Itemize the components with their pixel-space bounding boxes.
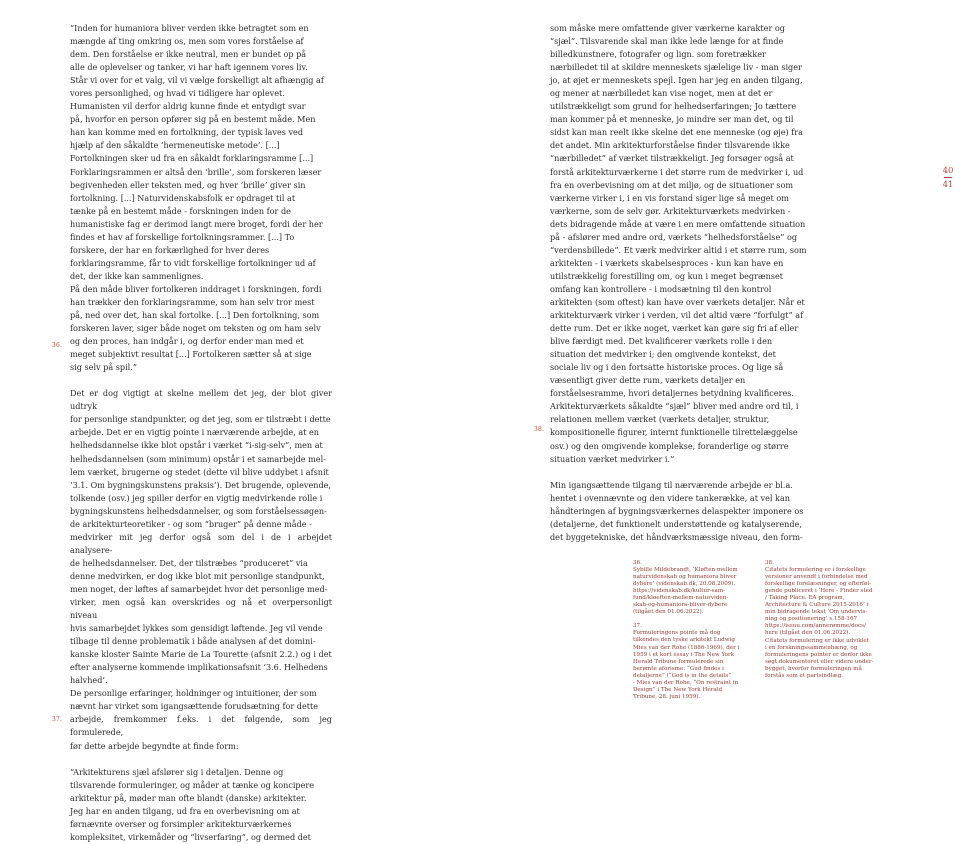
text-line: og mener at nærbilledet kan vise noget, men at det er [550, 88, 773, 99]
footnote-line: here (tilgået den 01.06.2022). [765, 630, 851, 637]
text-line: halvhed’. [70, 675, 108, 686]
text-line: relationen mellem værket (værkets detaljer, struktur, [550, 414, 770, 425]
text-line: helhedsdannelsen (som minimum) opstår i et samarbejde mel- [70, 453, 326, 464]
text-line: sig selv på spil.” [70, 362, 137, 373]
footnote-line: Sybille Mildebrandt, ‘Kløften mellem [633, 567, 738, 574]
quote-continuation-block [550, 22, 812, 466]
footnote-line: tilkendes den tyske arkitekt Ludwig [633, 637, 735, 644]
footnotes-right [765, 560, 890, 680]
footnote-line: naturvidenskab og humaniora bliver [633, 574, 737, 581]
text-line: men noget, der løftes af samarbejdet hvor det personlige med- [70, 583, 328, 594]
footnote-line: Formuleringens pointe må dog [633, 630, 721, 637]
text-line: lem værket, brugerne og stedet (dette vil blive uddybet i afsnit [70, 466, 329, 477]
page-number-right: 41 [942, 180, 954, 190]
footnote-line: søgt dokumenteret eller videre under- [765, 658, 874, 665]
text-line: forskeren laver, siger både noget om teksten og om ham selv [70, 323, 321, 334]
text-line: alle de oplevelser og tanker, vi har haft igennem vores liv. [70, 62, 308, 73]
text-line: hjælp af den såkaldte ‘hermeneutiske metode’. [...] [70, 140, 280, 151]
text-line: blive færdigt med. Det kvalificerer værkets rolle i den [550, 336, 773, 347]
text-line: kompleksitet, virkemåder og “livserfaring”, og dermed det [70, 831, 311, 842]
text-line: Jeg har en anden tilgang, ud fra en overbevisning om at [70, 805, 300, 816]
text-line: efter analyserne kommende implikationsafsnit ‘3.6. Helhedens [70, 662, 328, 673]
footnote-line: 37. [633, 623, 642, 630]
quote-block-1 [70, 22, 332, 374]
footnote-line: versioner anvendt i forbindelse med [765, 574, 868, 581]
text-line: på, ned over det, han skal fortolke. [...] Den fortolkning, som [70, 310, 320, 321]
footnote-link[interactable]: fund/kloeften-mellem-naturviden- [633, 595, 729, 602]
footnote-link[interactable]: skab-og-humaniora-bliver-dybere [633, 602, 728, 609]
text-line: meget subjektivt resultat [...] Fortolkeren sætter så at sige [70, 349, 312, 360]
text-line: Det er dog vigtigt at skelne mellem det jeg, der blot giver udtryk [70, 388, 332, 412]
text-line: findes et hav af forskellige fortolkningsrammer. [...] To [70, 231, 295, 242]
footnote-line: Citatets formulering er i forskellige [765, 567, 866, 574]
text-line: utilstrækkeligt som grund for helhedserfaringen; Jo tættere [550, 101, 797, 112]
text-line: “Arkitekturens sjæl afslører sig i detaljen. Denne og [70, 766, 284, 777]
text-line: virker, men også kan overskrides og nå et overpersonligt niveau [70, 597, 332, 621]
footnote-link[interactable]: https://issuu.com/annerømme/docs/ [765, 623, 866, 630]
text-line: helhedsdannelse ikke blot opstår i værket “i-sig-selv”, men at [70, 440, 323, 451]
left-text-column [70, 22, 332, 844]
text-line: det andet. Min arkitekturforståelse finder tilsvarende ikke [550, 140, 790, 151]
text-line: hvis samarbejdet lykkes som gensidigt løftende. Jeg vil vende [70, 623, 323, 634]
text-line: Min igangsættende tilgang til nærværende arbejde er bl.a. [550, 479, 793, 490]
footnote-line: Herald Tribune formulerede sin [633, 658, 724, 665]
text-line: på, hvorfor en person opfører sig på en bestemt måde. Men [70, 114, 316, 125]
text-line: arbejde. Det er en vigtig pointe i nærværende arbejde, at en [70, 427, 320, 438]
footnote-line: 36. [633, 560, 642, 566]
footnote-line: Tribune, 28. juni 1959). [633, 693, 701, 700]
text-line: (detaljerne, det funktionelt understøttende og katalyserende, [550, 518, 802, 529]
footnote-line: Citatets formulering er ikke udviklet [765, 637, 869, 644]
text-line: væsentligt giver dette rum, værkets detaljer en [550, 375, 746, 386]
text-line: sidst kan man reelt ikke skelne det ene menneske (og øje) fra [550, 127, 803, 138]
text-line: situation det medvirker i; den omgivende kontekst, det [550, 349, 776, 360]
text-line: billedkunstnere, fotografer og lign. som foretrækker [550, 49, 766, 60]
text-line: tilsvarende formuleringer, og måder at tænke og koncipere [70, 779, 315, 790]
text-line: “verdensbillede”. Et værk medvirker altid i et større rum, som [550, 244, 807, 255]
text-line: Forklaringsrammen er altså den ‘brille’, som forskeren læser [70, 166, 322, 177]
footnote-line: detaljerne” (“God is in the details” [633, 672, 732, 679]
footnotes-left [633, 560, 758, 701]
footnote-line: i en forskningssammenhæng, og [765, 644, 858, 651]
text-line: medvirker mit jeg derfor også som del i de i arbejdet analysere- [70, 531, 332, 555]
text-line: værkerne virker i, i en vis forstand siger lige så meget om [550, 192, 789, 203]
text-line: værkerne, som de selv gør. Arkitekturværkets medvirken - [550, 205, 791, 216]
footnote-line: forstås som et partsindlæg. [765, 672, 843, 679]
text-line: de helhedsdannelser. Det, der tilstræbes “produceret” via [70, 557, 308, 568]
text-line: ‘3.1. Om bygningskunstens praksis’). Det brugende, oplevende, [70, 479, 331, 490]
footnote-marker-36[interactable]: 36. [52, 342, 63, 349]
text-line: kompositionelle figurer, internt funktionelle tilrettelæggelse [550, 427, 798, 438]
text-line: På den måde bliver fortolkeren inddraget i forskningen, fordi [70, 283, 322, 294]
text-line: dets bidragende måde at være i en mere omfattende situation [550, 218, 806, 229]
page-number-left: 40 [942, 166, 954, 176]
body-block-right [550, 479, 812, 544]
quote-block-3 [70, 766, 332, 844]
footnote-line: forskellige forelæsninger, og efterføl- [765, 581, 872, 588]
footnote-line: - Mies van der Rohe, “On restraint in [633, 679, 739, 686]
footnote-line: bygget, hvorfor formuleringen må [765, 665, 862, 672]
text-line: kanske kloster Sainte Marie de La Tourette (afsnit 2.2.) og i det [70, 649, 332, 660]
footnote-line: (tilgået den 01.06.2022). [633, 609, 704, 616]
text-line: fortolkning. [...] Naturvidenskabsfolk er opdraget til at [70, 192, 296, 203]
text-line: arkitekten (som oftest) kan have over værkets detaljer. Når et [550, 296, 805, 307]
text-line: og den proces, han indgår i, og derfor ender man med et [70, 336, 304, 347]
text-line: “sjæl”. Tilsvarende skal man ikke lede længe for at finde [550, 36, 784, 47]
footnote-marker-38[interactable]: 38. [534, 426, 545, 433]
text-line: man kommer på et menneske, jo mindre ser man det, og til [550, 114, 794, 125]
text-line: som måske mere omfattende giver værkerne karakter og [550, 23, 785, 33]
text-line: før dette arbejde begyndte at finde form: [70, 740, 239, 751]
text-line: det, der ikke kan sammenlignes. [70, 270, 204, 281]
text-line: “Inden for humaniora bliver verden ikke betragtet som en [70, 23, 309, 33]
text-line: begivenheden eller teksten med, og hver ‘brille’ giver sin [70, 179, 306, 190]
footnote-line: 1959 i et kort essay i The New York [633, 651, 735, 658]
text-line: fra en overbevisning om at det miljø, og de situationer som [550, 179, 794, 190]
footnote-line: dybere’ (videnskab.dk, 20.08.2009). [633, 581, 736, 588]
text-line: han trækker den forklaringsramme, som han selv tror mest [70, 296, 315, 307]
text-line: humanistiske fag er derimod langt mere broget, fordi der her [70, 218, 323, 229]
text-line: førnævnte overser og forsimpler arkitekturværkernes [70, 818, 292, 829]
footnote-line: / Taking Place. EA program, [765, 595, 845, 602]
text-line: på - afslører med andre ord, værkets “helhedsforståelse” og [550, 231, 798, 242]
text-line: jo, at øjet er menneskets spejl. Igen har jeg en anden tilgang, [550, 75, 803, 86]
text-line: nærbilledet til at skildre menneskets sjælelige liv - man siger [550, 62, 802, 73]
footnote-marker-37[interactable]: 37. [52, 716, 63, 723]
text-line: situation værket medvirker i.” [550, 453, 675, 464]
text-line: han kan komme med en fortolkning, der typisk laves ved [70, 127, 304, 138]
text-line: arkitekten - i værkets skabelsesproces - kun kan have en [550, 257, 784, 268]
footnote-line: 38. [765, 560, 774, 566]
text-line: forskere, der har en forkærlighed for hver deres [70, 244, 270, 255]
text-line: Står vi over for et valg, vil vi vælge forskelligt alt afhængig af [70, 75, 324, 86]
text-line: nævnt har virket som igangsættende forudsætning for dette [70, 701, 319, 712]
text-line: vores personlighed, og hvad vi tidligere har oplevet. [70, 88, 285, 99]
text-line: forståelsesramme, hvori detaljernes betydning kvalificeres. [550, 388, 794, 399]
footnote-link[interactable]: https://videnskab.dk/kultur-sam- [633, 588, 726, 595]
footnote-line: formuleringens pointer er derfor ikke [765, 651, 872, 658]
footnote-line: berømte aforisme: “Gud findes i [633, 665, 724, 672]
footnote-line: ning og positionering’ s.158-167 [765, 616, 858, 623]
text-line: forklaringsramme, får to vidt forskellige fortolkninger ud af [70, 257, 316, 268]
text-line: De personlige erfaringer, holdninger og intuitioner, der som [70, 688, 317, 699]
text-line: dem. Den forståelse er ikke neutral, men er bundet op på [70, 49, 307, 60]
footnote-line: Design” i The New York Herald [633, 686, 723, 693]
text-line: denne medvirken, er dog ikke blot mit personlige standpunkt, [70, 570, 325, 581]
text-line: mængde af ting omkring os, men som vores forståelse af [70, 36, 304, 47]
body-block-2 [70, 387, 332, 752]
text-line: sociale liv og i den fortsatte historiske proces. Og lige så [550, 362, 784, 373]
text-line: osv.) og den omgivende komplekse, foranderlige og større [550, 440, 789, 451]
footnote-line: Mies van der Rohe (1886-1969), der i [633, 644, 740, 651]
text-line: arkitekturværk virker i verden, vil det altid være “forfulgt” af [550, 310, 804, 321]
text-line: tolkende (osv.) jeg spiller derfor en vigtig medvirkende rolle i [70, 492, 323, 503]
text-line: for personlige standpunkter, og det jeg, som er tilstræbt i dette [70, 414, 331, 425]
text-line: håndteringen af bygningsværkernes delaspekter imponere os [550, 505, 804, 516]
text-line: Arkitekturværkets såkaldte “sjæl” bliver med andre ord til, i [550, 401, 799, 412]
text-line: Humanisten vil derfor aldrig kunne finde et entydigt svar [70, 101, 306, 112]
footnote-line: gende publiceret i ‘Here - Finder sted [765, 588, 873, 595]
right-text-column [550, 22, 812, 544]
text-line: hentet i ovennævnte og den videre tankerække, at vel kan [550, 492, 790, 503]
text-line: dette rum. Det er ikke noget, værket kan gøre sig fri af eller [550, 323, 799, 334]
text-line: de arkitekturteoretiker - og som “bruger” på denne måde - [70, 518, 312, 529]
text-line: arbejde, fremkommer f.eks. i det følgende, som jeg formulerede, [70, 714, 332, 738]
page-numbers [940, 166, 956, 190]
text-line: Fortolkningen sker ud fra en såkaldt forklaringsramme [...] [70, 153, 314, 164]
text-line: “nærbilledet” af værket tilstrækkeligt. Jeg forsøger også at [550, 153, 794, 164]
text-line: det byggetekniske, det håndværksmæssige niveau, den form- [550, 531, 803, 542]
text-line: tænke på en bestemt måde - forskningen inden for de [70, 205, 291, 216]
footnote-line: min bidragende tekst ‘Om undervis- [765, 609, 868, 616]
footnote-line: Architecture & Culture 2015-2016’ i [765, 602, 869, 609]
text-line: bygningskunstens helhedsdannelser, og som forståelsessøgen- [70, 505, 327, 516]
text-line: tilbage til denne problematik i både analysen af det domini- [70, 636, 316, 647]
text-line: omfang kan kontrollere - i modsætning til den kontrol [550, 283, 772, 294]
page-number-divider [944, 177, 952, 178]
text-line: forstå arkitekturværkerne i det større rum de medvirker i, ud [550, 166, 804, 177]
text-line: utilstrækkelig forestilling om, og kun i meget begrænset [550, 270, 783, 281]
text-line: arkitektur på, møder man ofte blandt (danske) arkitekter. [70, 792, 307, 803]
